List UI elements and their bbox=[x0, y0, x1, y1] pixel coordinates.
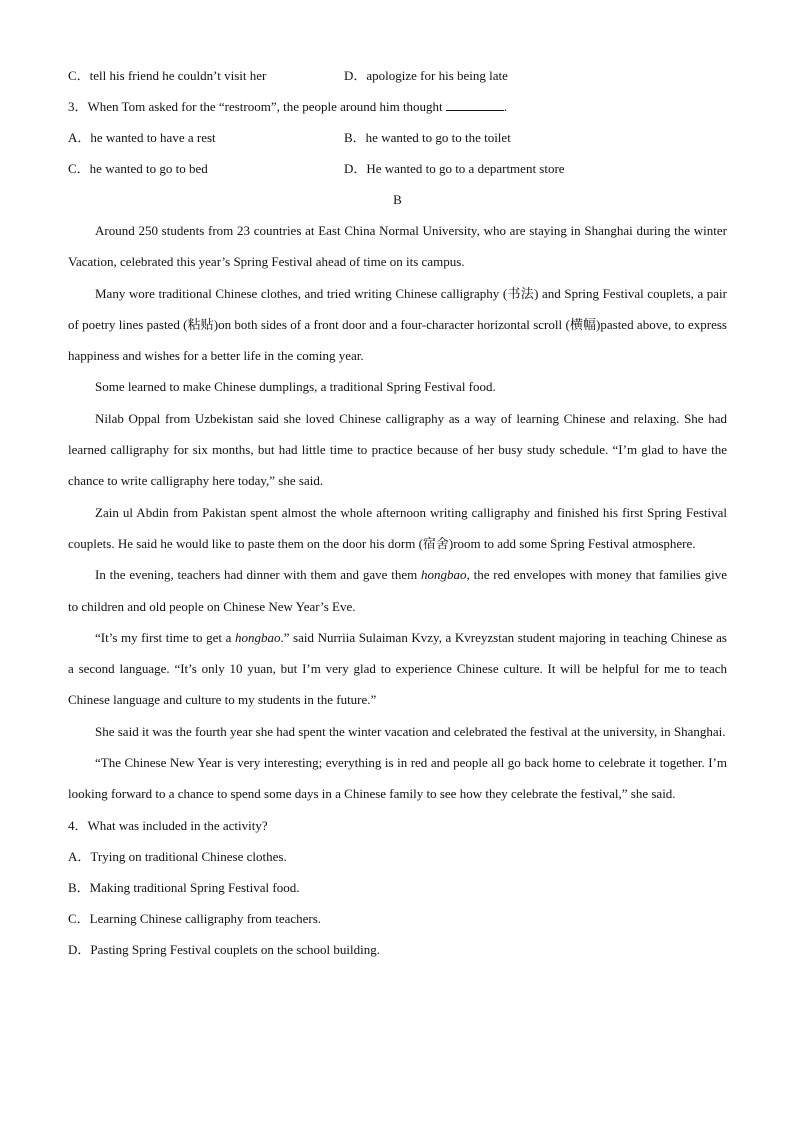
answer-blank bbox=[446, 98, 504, 111]
passage-paragraph-1: Around 250 students from 23 countries at East China Normal University, who are staying in Shanghai during the winter Vacation, celebrated this year’s Spring Festival ahead of time on its campus. bbox=[68, 223, 727, 270]
paragraph-6-text-a: In the evening, teachers had dinner with them and gave them bbox=[95, 567, 422, 583]
q4-option-d: D．Pasting Spring Festival couplets on the school building. bbox=[68, 941, 380, 957]
passage-paragraph-3: Some learned to make Chinese dumplings, a traditional Spring Festival food. bbox=[95, 379, 496, 395]
passage-paragraph-9: “The Chinese New Year is very interesting; everything is in red and people all go back home to celebrate it together. I’m looking forward to a chance to spend some days in a Chinese family to see how they celebrate the festival,” she said. bbox=[68, 755, 727, 802]
section-heading: B bbox=[393, 192, 402, 207]
paragraph-7-text-b: .” said Nurriia Sulaiman Kvzy, a Kvreyzstan student majoring in teaching Chinese as a second language. “It’s only 10 yuan, but I’m very glad to experience Chinese culture. It will be helpful for me to teach Chinese language and culture to my students in the future.” bbox=[68, 629, 727, 708]
q4-option-c: C．Learning Chinese calligraphy from teachers. bbox=[68, 910, 322, 926]
q2-option-c: C．tell his friend he couldn’t visit her bbox=[68, 68, 267, 83]
worksheet-page bbox=[68, 60, 727, 965]
passage-paragraph-5: Zain ul Abdin from Pakistan spent almost the whole afternoon writing calligraphy and finished his first Spring Festival couplets. He said he would like to paste them on the door his dorm (宿舍)room to add some Spring Festival atmosphere. bbox=[68, 504, 727, 551]
passage-paragraph-7 bbox=[68, 622, 727, 716]
passage-paragraph-2: Many wore traditional Chinese clothes, and tried writing Chinese calligraphy (书法) and Spring Festival couplets, a pair of poetry lines pasted (粘贴)on both sides of a front door and a four-character horizontal scroll (横幅)pasted above, to express happiness and wishes for a better life in the coming year. bbox=[68, 285, 727, 364]
paragraph-7-text-a: “It’s my first time to get a bbox=[95, 629, 235, 645]
q3-option-d: D．He wanted to go to a department store bbox=[344, 161, 565, 176]
passage-paragraph-8: She said it was the fourth year she had spent the winter vacation and celebrated the festival at the university, in Shanghai. bbox=[95, 723, 726, 739]
q3-option-a: A．he wanted to have a rest bbox=[68, 130, 216, 145]
q3-stem-end: . bbox=[503, 99, 508, 114]
q4-option-a: A．Trying on traditional Chinese clothes. bbox=[68, 848, 287, 864]
q3-option-b: B．he wanted to go to the toilet bbox=[344, 130, 511, 145]
q2-option-d: D．apologize for his being late bbox=[344, 68, 508, 83]
q3-stem-text: 3．When Tom asked for the “restroom”, the people around him thought bbox=[68, 99, 446, 114]
paragraph-7-italic-term: hongbao bbox=[234, 629, 281, 645]
q3-option-c: C．he wanted to go to bed bbox=[68, 161, 208, 176]
q4-stem: 4．What was included in the activity? bbox=[68, 817, 268, 833]
passage-paragraph-6 bbox=[68, 559, 727, 622]
passage-paragraph-4: Nilab Oppal from Uzbekistan said she loved Chinese calligraphy as a way of learning Chinese and relaxing. She had learned calligraphy for six months, but had little time to practice because of her busy study schedule. “I’m glad to have the chance to write calligraphy here today,” she said. bbox=[68, 410, 727, 489]
q3-options-row-ab bbox=[68, 122, 727, 153]
q4-option-b: B．Making traditional Spring Festival food. bbox=[68, 879, 300, 895]
q3-options-row-cd bbox=[68, 153, 727, 184]
q2-options-row-cd bbox=[68, 60, 727, 91]
paragraph-6-italic-term: hongbao bbox=[421, 567, 467, 583]
paragraph-6-text-b: , the red envelopes with money that families give to children and old people on Chinese New Year’s Eve. bbox=[68, 567, 727, 614]
q3-stem bbox=[68, 91, 727, 122]
